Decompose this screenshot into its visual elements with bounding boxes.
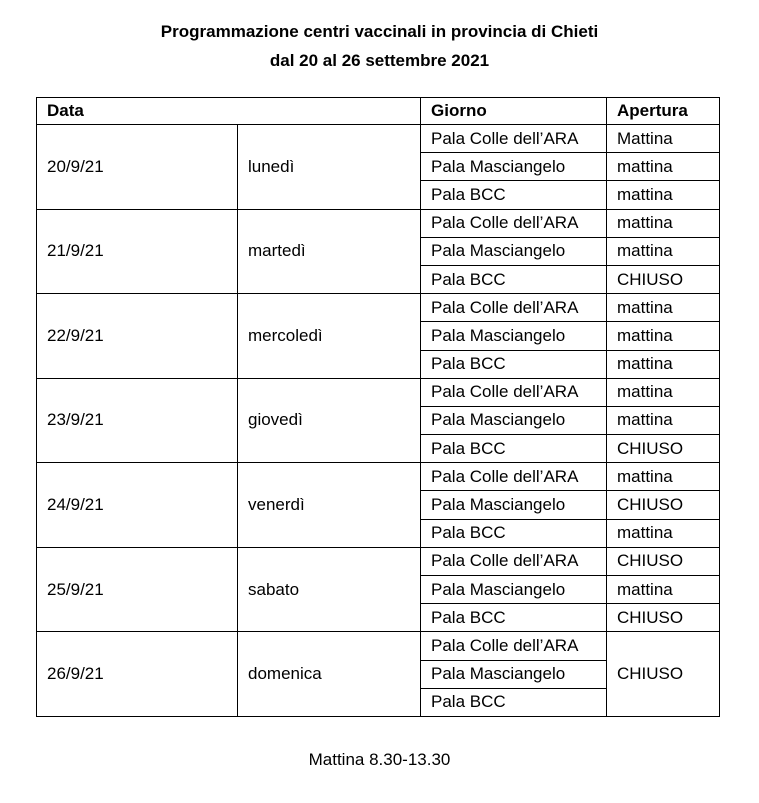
opening-cell: mattina: [607, 181, 720, 209]
opening-cell: CHIUSO: [607, 435, 720, 463]
header-data: Data: [37, 98, 421, 125]
opening-cell: mattina: [607, 350, 720, 378]
header-giorno: Giorno: [421, 98, 607, 125]
document-subtitle: dal 20 al 26 settembre 2021: [269, 51, 490, 70]
center-cell: Pala BCC: [421, 265, 607, 293]
center-cell: Pala Masciangelo: [421, 491, 607, 519]
center-cell: Pala Colle dell’ARA: [421, 125, 607, 153]
document-title: Programmazione centri vaccinali in provincia di Chieti: [160, 22, 599, 41]
table-row: [37, 463, 720, 491]
weekday-cell: lunedì: [238, 125, 421, 210]
center-cell: Pala Masciangelo: [421, 237, 607, 265]
center-cell: Pala BCC: [421, 519, 607, 547]
center-cell: Pala BCC: [421, 350, 607, 378]
center-cell: Pala Colle dell’ARA: [421, 547, 607, 575]
table-row: [37, 294, 720, 322]
header-apertura: Apertura: [607, 98, 720, 125]
opening-cell: mattina: [607, 378, 720, 406]
table-row: [37, 209, 720, 237]
center-cell: Pala BCC: [421, 688, 607, 716]
opening-cell: mattina: [607, 294, 720, 322]
opening-cell: mattina: [607, 237, 720, 265]
weekday-cell: domenica: [238, 632, 421, 717]
table-row: [37, 632, 720, 660]
weekday-cell: venerdì: [238, 463, 421, 548]
center-cell: Pala Masciangelo: [421, 322, 607, 350]
table-row: [37, 547, 720, 575]
center-cell: Pala Masciangelo: [421, 406, 607, 434]
opening-cell: mattina: [607, 519, 720, 547]
date-cell: 24/9/21: [37, 463, 238, 548]
opening-cell: mattina: [607, 153, 720, 181]
weekday-cell: martedì: [238, 209, 421, 294]
opening-cell: mattina: [607, 406, 720, 434]
center-cell: Pala BCC: [421, 181, 607, 209]
center-cell: Pala Masciangelo: [421, 576, 607, 604]
date-cell: 25/9/21: [37, 547, 238, 632]
date-cell: 22/9/21: [37, 294, 238, 379]
opening-cell: mattina: [607, 576, 720, 604]
center-cell: Pala Masciangelo: [421, 660, 607, 688]
opening-cell: CHIUSO: [607, 265, 720, 293]
opening-cell: mattina: [607, 209, 720, 237]
schedule-table: [36, 97, 720, 717]
date-cell: 23/9/21: [37, 378, 238, 463]
center-cell: Pala BCC: [421, 435, 607, 463]
table-row: [37, 378, 720, 406]
opening-cell: mattina: [607, 463, 720, 491]
center-cell: Pala Colle dell’ARA: [421, 632, 607, 660]
opening-cell: mattina: [607, 322, 720, 350]
opening-cell: CHIUSO: [607, 491, 720, 519]
center-cell: Pala Colle dell’ARA: [421, 209, 607, 237]
opening-cell: CHIUSO: [607, 604, 720, 632]
footer-note: Mattina 8.30-13.30: [308, 750, 451, 769]
date-cell: 26/9/21: [37, 632, 238, 717]
schedule-body: [37, 125, 720, 717]
opening-cell: CHIUSO: [607, 632, 720, 717]
center-cell: Pala Masciangelo: [421, 153, 607, 181]
center-cell: Pala Colle dell’ARA: [421, 463, 607, 491]
opening-cell: CHIUSO: [607, 547, 720, 575]
table-row: [37, 125, 720, 153]
center-cell: Pala Colle dell’ARA: [421, 294, 607, 322]
center-cell: Pala Colle dell’ARA: [421, 378, 607, 406]
center-cell: Pala BCC: [421, 604, 607, 632]
header-row: [37, 98, 720, 125]
weekday-cell: giovedì: [238, 378, 421, 463]
date-cell: 20/9/21: [37, 125, 238, 210]
weekday-cell: sabato: [238, 547, 421, 632]
weekday-cell: mercoledì: [238, 294, 421, 379]
date-cell: 21/9/21: [37, 209, 238, 294]
opening-cell: Mattina: [607, 125, 720, 153]
